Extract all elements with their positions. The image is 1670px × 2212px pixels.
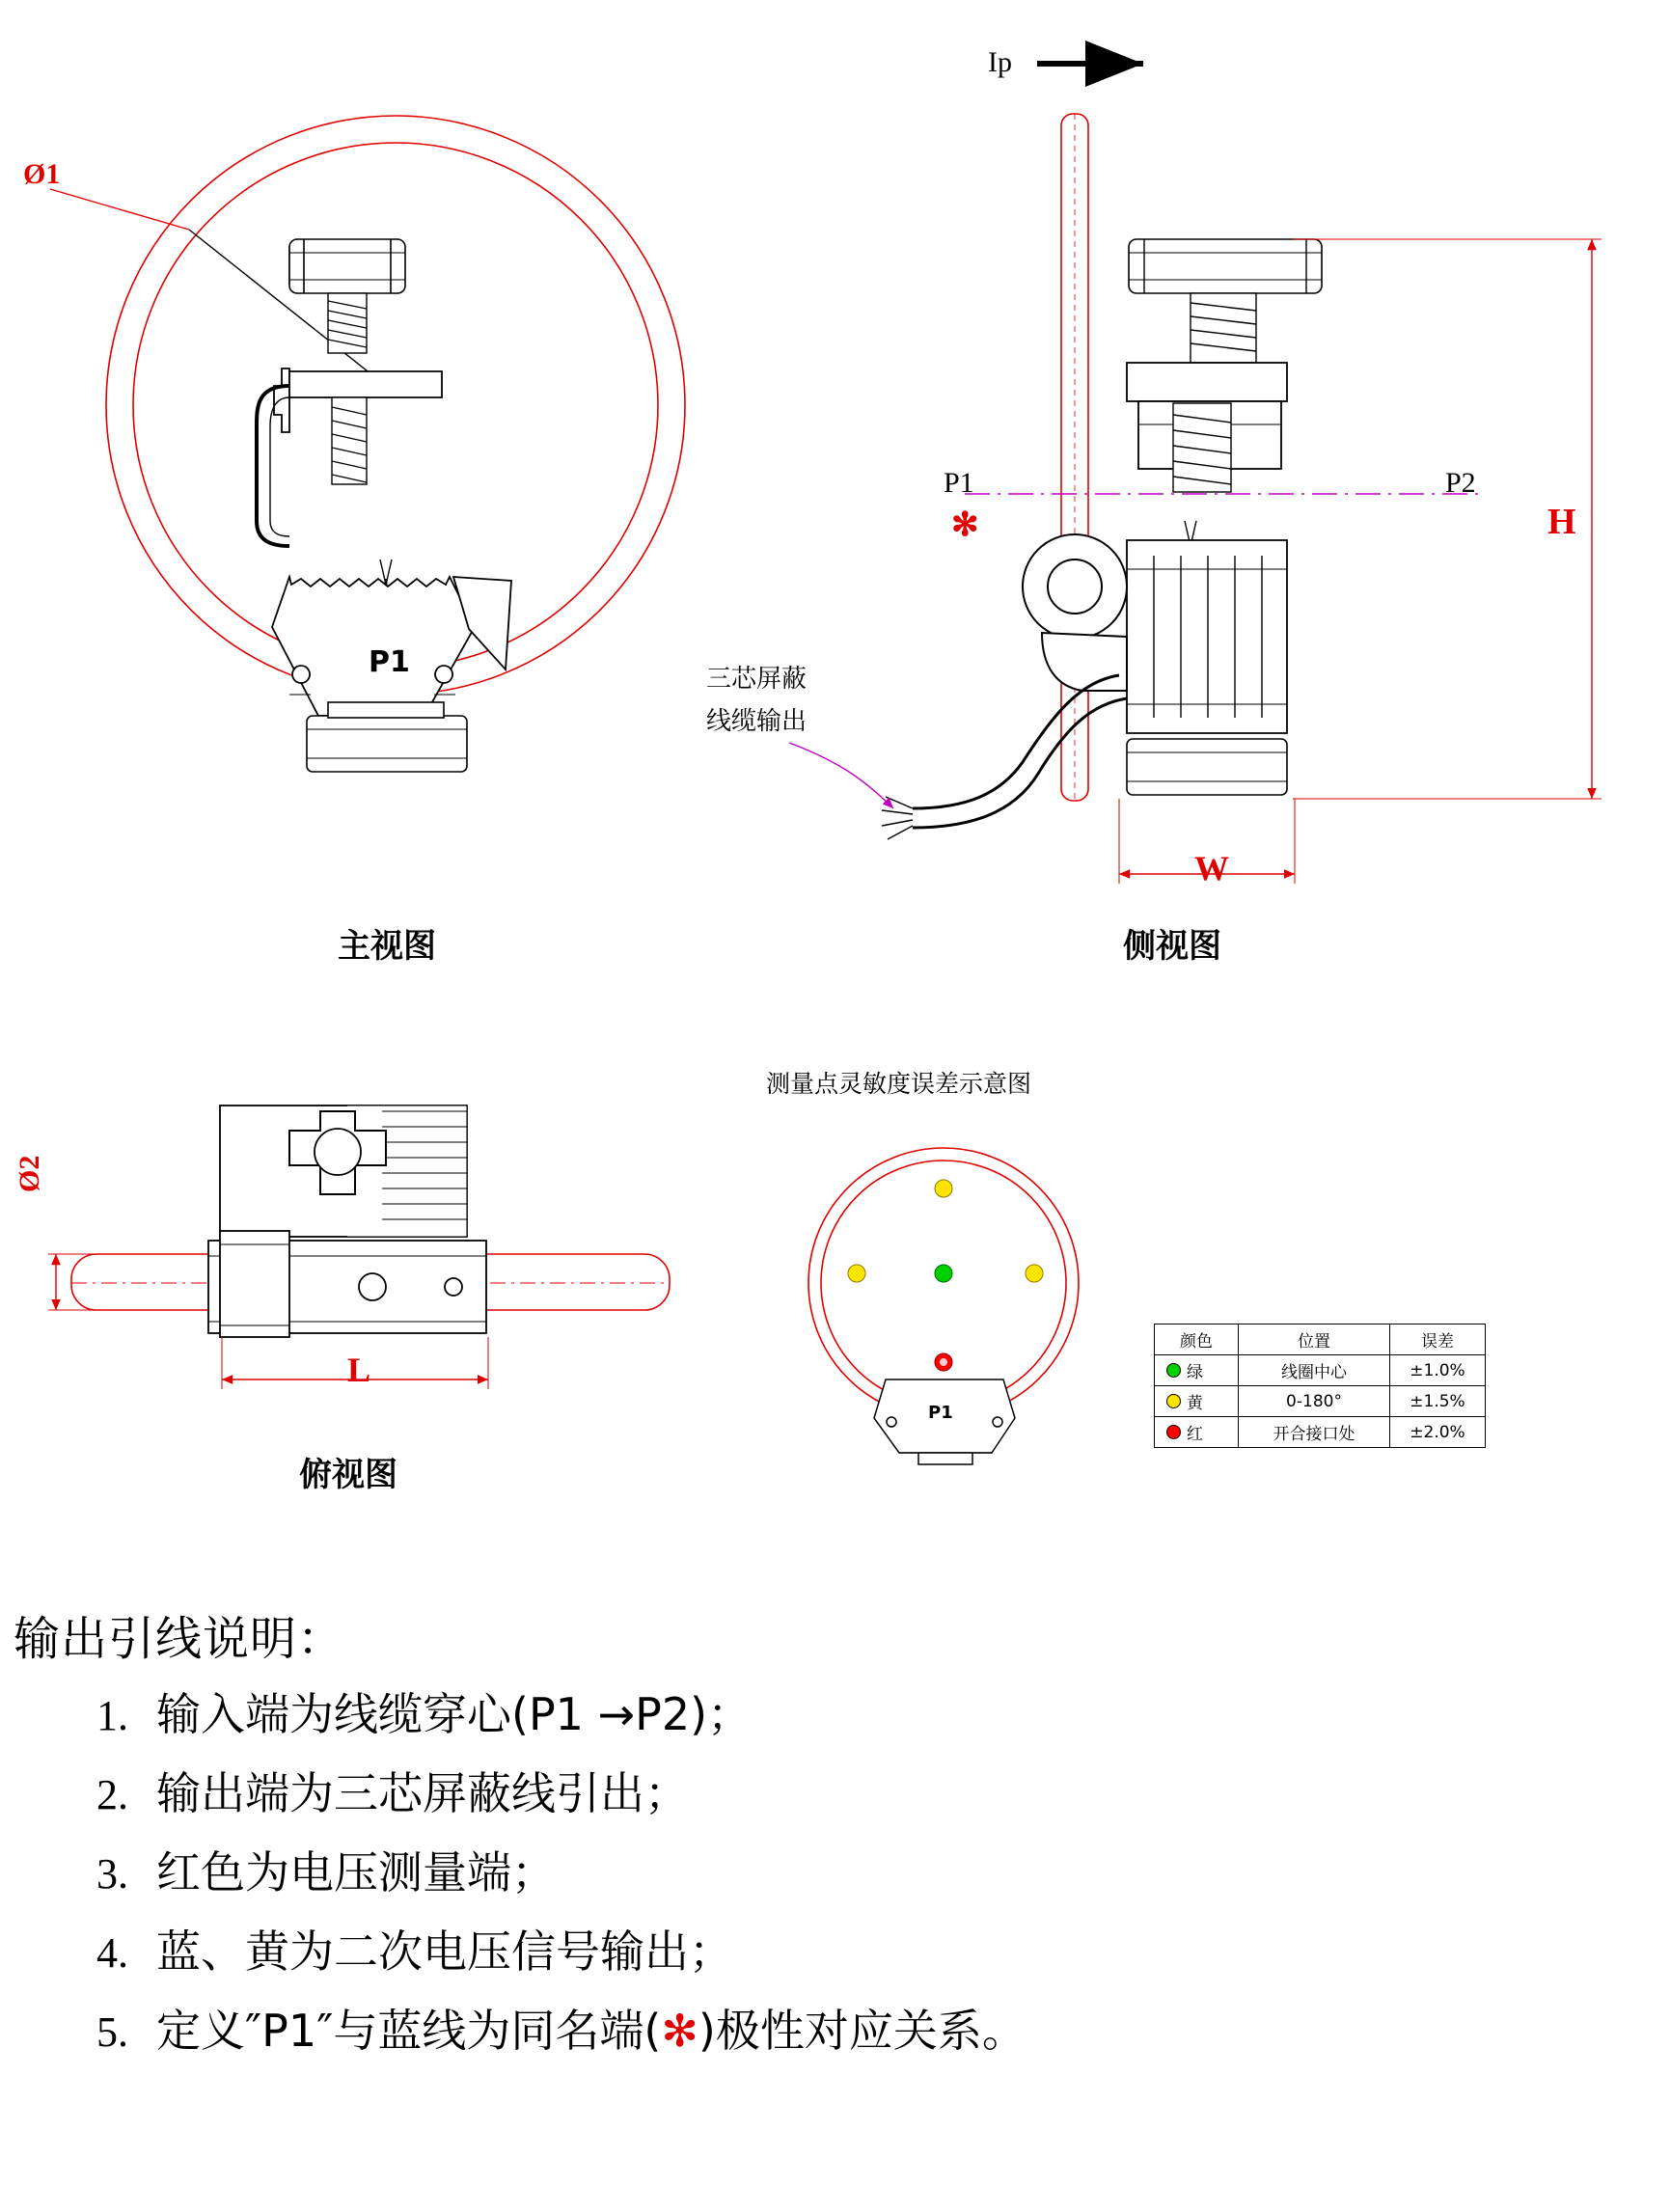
- table-header-row: [1155, 1324, 1486, 1355]
- dimension-label-dia1: Ø1: [23, 158, 61, 190]
- caption-front-view: 主视图: [338, 927, 436, 966]
- note-item-3: [96, 1838, 1650, 1901]
- notes-title: 输出引线说明：: [14, 1612, 345, 1666]
- table-cell-color-green: [1155, 1355, 1239, 1386]
- sensitivity-terminal-p1: P1: [928, 1403, 953, 1423]
- table-row: [1155, 1417, 1486, 1448]
- note-number-1: 1.: [96, 1692, 128, 1739]
- table-cell-position-green: 线圈中心: [1239, 1355, 1390, 1386]
- note-text-5-pre: 定义″P1″与蓝线为同名端(: [156, 2005, 662, 2057]
- polarity-mark-side: ✻: [951, 507, 979, 543]
- table-cell-error-red: ±2.0%: [1390, 1417, 1486, 1448]
- sensitivity-error-table: [1154, 1324, 1486, 1448]
- dimension-label-dia2: Ø2: [14, 1155, 45, 1192]
- yellow-dot-icon: [1166, 1394, 1181, 1408]
- current-label-ip: Ip: [988, 46, 1012, 78]
- front-view-group: [50, 116, 685, 772]
- terminal-label-p2-side: P2: [1445, 467, 1476, 499]
- dimension-label-h: H: [1547, 502, 1576, 542]
- note-item-1: [96, 1679, 1650, 1743]
- color-name-red: 红: [1187, 1425, 1203, 1444]
- top-view-group: [48, 1106, 670, 1389]
- note-polarity-mark: ✻: [661, 2005, 698, 2057]
- cable-output-note-line2: 线缆输出: [706, 707, 808, 736]
- sens-point-green-center: [935, 1265, 952, 1282]
- table-cell-position-red: 开合接口处: [1239, 1417, 1390, 1448]
- green-dot-icon: [1166, 1363, 1181, 1378]
- terminal-label-p1-front: P1: [369, 645, 410, 679]
- note-text-3: 红色为电压测量端；: [156, 1846, 556, 1898]
- table-cell-error-green: ±1.0%: [1390, 1355, 1486, 1386]
- table-header-color: 颜色: [1155, 1324, 1239, 1355]
- caption-side-view: 侧视图: [1123, 927, 1221, 966]
- note-item-5: [96, 1996, 1650, 2060]
- dimension-label-l: L: [347, 1351, 371, 1389]
- color-name-green: 绿: [1187, 1363, 1203, 1382]
- terminal-label-p1-side: P1: [944, 467, 974, 499]
- table-cell-error-yellow: ±1.5%: [1390, 1386, 1486, 1417]
- side-view-group: [789, 64, 1602, 884]
- note-item-4: [96, 1917, 1650, 1980]
- table-cell-color-yellow: [1155, 1386, 1239, 1417]
- caption-top-view: 俯视图: [299, 1456, 397, 1494]
- table-header-error: 误差: [1390, 1324, 1486, 1355]
- dimension-label-w: W: [1194, 849, 1229, 888]
- note-number-5: 5.: [96, 2008, 128, 2056]
- note-number-2: 2.: [96, 1771, 128, 1818]
- note-text-5-post: )极性对应关系。: [698, 2005, 1027, 2057]
- sens-point-yellow-right: [1026, 1265, 1043, 1282]
- sensitivity-diagram-title: 测量点灵敏度误差示意图: [766, 1070, 1032, 1098]
- note-text-1: 输入端为线缆穿心(P1 →P2)；: [156, 1688, 753, 1740]
- note-text-4: 蓝、黄为二次电压信号输出；: [156, 1925, 733, 1978]
- table-row: [1155, 1386, 1486, 1417]
- note-item-2: [96, 1759, 1650, 1822]
- table-cell-color-red: [1155, 1417, 1239, 1448]
- color-name-yellow: 黄: [1187, 1394, 1203, 1413]
- note-number-4: 4.: [96, 1929, 128, 1977]
- output-lead-notes: [10, 1601, 1650, 2075]
- red-dot-icon: [1166, 1425, 1181, 1439]
- table-cell-position-yellow: 0-180°: [1239, 1386, 1390, 1417]
- note-text-2: 输出端为三芯屏蔽线引出；: [156, 1767, 689, 1819]
- sens-point-yellow-left: [848, 1265, 865, 1282]
- sens-point-yellow-top: [935, 1180, 952, 1197]
- table-header-position: 位置: [1239, 1324, 1390, 1355]
- note-number-3: 3.: [96, 1850, 128, 1898]
- table-row: [1155, 1355, 1486, 1386]
- cable-output-note-line1: 三芯屏蔽: [706, 665, 808, 694]
